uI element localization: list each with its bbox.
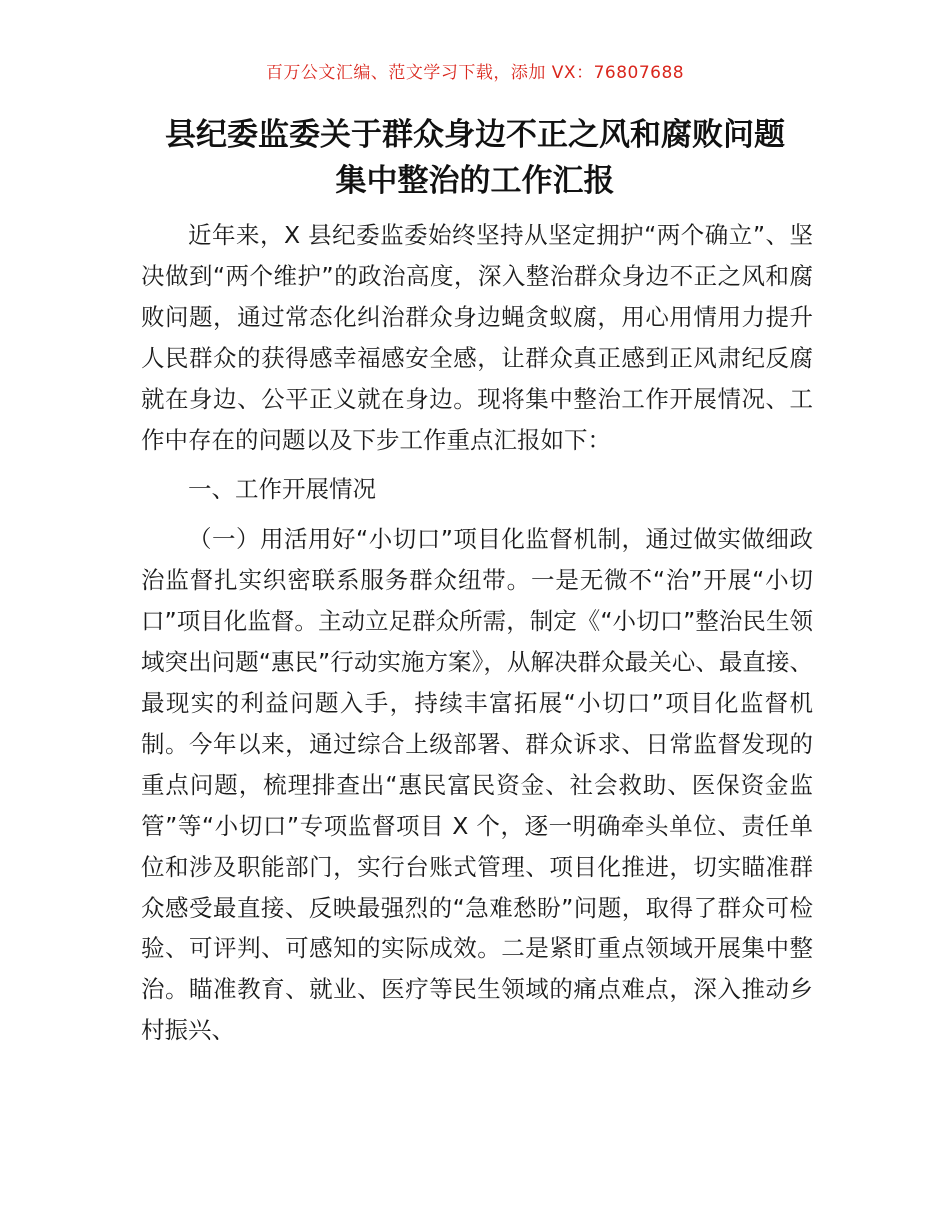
section-heading: 一、工作开展情况: [188, 475, 376, 504]
document-body: [141, 215, 813, 1051]
document-title: [100, 112, 850, 204]
intro-paragraph: 近年来，X 县纪委监委始终坚持从坚定拥护“两个确立”、坚决做到“两个维护”的政治高度，深入整治群众身边不正之风和腐败问题，通过常态化纠治群众身边蝇贪蚁腐，用心用情用力提升人民群众的获得感幸福感安全感，让群众真正感到正风肃纪反腐就在身边、公平正义就在身边。现将集中整治工作开展情况、工作中存在的问题以及下步工作重点汇报如下：: [141, 221, 813, 454]
section-paragraph: （一）用活用好“小切口”项目化监督机制，通过做实做细政治监督扎实织密联系服务群众纽带。一是无微不“治”开展“小切口”项目化监督。主动立足群众所需，制定《“小切口”整治民生领域突出问题“惠民”行动实施方案》，从解决群众最关心、最直接、最现实的利益问题入手，持续丰富拓展“小切口”项目化监督机制。今年以来，通过综合上级部署、群众诉求、日常监督发现的重点问题，梳理排查出“惠民富民资金、社会救助、医保资金监管”等“小切口”专项监督项目 X 个，逐一明确牵头单位、责任单位和涉及职能部门，实行台账式管理、项目化推进，切实瞄准群众感受最直接、反映最强烈的“急难愁盼”问题，取得了群众可检验、可评判、可感知的实际成效。二是紧盯重点领域开展集中整治。瞄准教育、就业、医疗等民生领域的痛点难点，深入推动乡村振兴、: [141, 525, 813, 1045]
header-watermark-note: 百万公文汇编、范文学习下载，添加 VX：76807688: [265, 63, 685, 83]
title-line-2: 集中整治的工作汇报: [335, 163, 615, 199]
title-line-1: 县纪委监委关于群众身边不正之风和腐败问题: [165, 117, 785, 153]
